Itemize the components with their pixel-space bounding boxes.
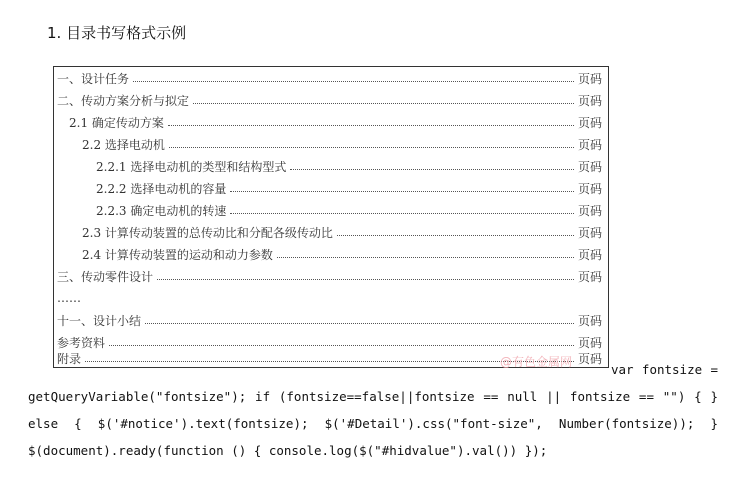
toc-page: 页码 [577,335,602,350]
toc-page: 页码 [577,313,602,328]
dot-leader [109,345,574,346]
toc-row [57,89,602,111]
toc-row [57,265,602,287]
toc-row [96,155,602,177]
toc-label: 三、传动零件设计 [57,269,154,284]
watermark-logo: @有色金属网 [500,355,573,369]
code-snippet [28,356,718,464]
toc-page: 页码 [577,137,602,152]
dot-leader [337,235,574,236]
dot-leader [133,81,574,82]
toc-row [69,111,602,133]
section-heading: 1. 目录书写格式示例 [47,24,187,42]
toc-box [53,66,609,368]
toc-page: 页码 [577,159,602,174]
toc-page: 页码 [577,93,602,108]
toc-page: 页码 [577,181,602,196]
toc-label: 2.1 确定传动方案 [69,115,164,130]
toc-row [96,177,602,199]
toc-row [82,221,602,243]
toc-page: 页码 [577,351,602,366]
code-text: var fontsize = getQueryVariable("fontsize"); if (fontsize==false||fontsize == null || fontsize == "") { } else { $('#notice').text(fontsize); $('#Detail').css("font-size", Number(fontsize)); } $(document).ready(function () { console.log($("#hidvalue").val()) }); [28,362,718,458]
toc-page: 页码 [577,71,602,86]
toc-row [57,309,602,331]
toc-label: 2.2.1 选择电动机的类型和结构型式 [96,159,287,174]
toc-label: 参考资料 [57,335,106,350]
toc-label: 十一、设计小结 [57,313,142,328]
dot-leader [145,323,574,324]
toc-page: 页码 [577,203,602,218]
toc-label: 一、设计任务 [57,71,130,86]
dot-leader [168,125,574,126]
dot-leader [290,169,574,170]
dot-leader [230,213,574,214]
dot-leader [157,279,574,280]
toc-page: 页码 [577,225,602,240]
toc-label: 2.2 选择电动机 [82,137,165,152]
toc-label: 附录 [57,351,82,366]
toc-page: 页码 [577,247,602,262]
toc-row [96,199,602,221]
dot-leader [277,257,574,258]
dot-leader [193,103,574,104]
toc-row [57,67,602,89]
dot-leader [230,191,574,192]
dot-leader [169,147,574,148]
toc-row [82,243,602,265]
toc-ellipsis: …… [57,291,81,305]
toc-label: 2.2.2 选择电动机的容量 [96,181,227,196]
toc-label: 二、传动方案分析与拟定 [57,93,190,108]
toc-label: 2.3 计算传动装置的总传动比和分配各级传动比 [82,225,333,240]
toc-label: 2.2.3 确定电动机的转速 [96,203,227,218]
toc-row [82,133,602,155]
toc-page: 页码 [577,115,602,130]
toc-label: 2.4 计算传动装置的运动和动力参数 [82,247,273,262]
toc-page: 页码 [577,269,602,284]
